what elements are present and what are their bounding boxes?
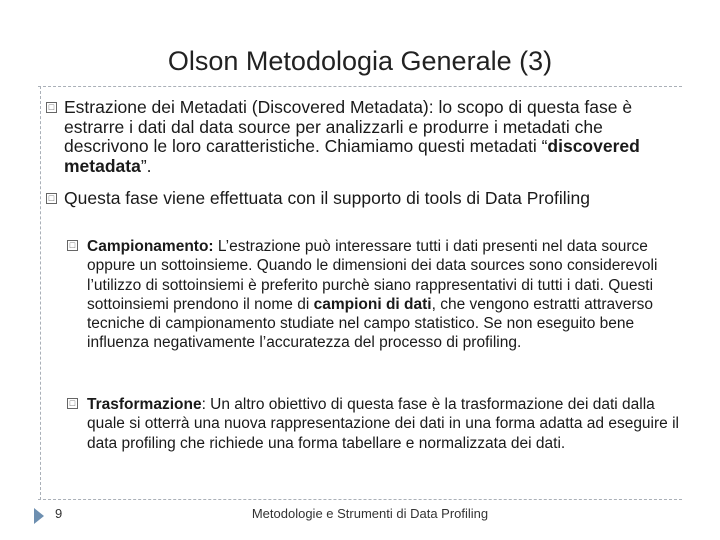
- bullet-text: Questa fase viene effettuata con il supporto di tools di Data Profiling: [64, 188, 590, 208]
- slide-title: Olson Metodologia Generale (3): [167, 46, 553, 76]
- checkbox-bullet-icon: □: [67, 240, 78, 251]
- sub-bullet-heading: Campionamento:: [87, 238, 214, 255]
- bullet-metadata-extraction: [46, 98, 656, 176]
- header-divider: [38, 86, 682, 87]
- footer-divider: [38, 499, 682, 500]
- emphasis-text: discovered metadata: [64, 136, 640, 176]
- left-border-line: [40, 86, 41, 500]
- sub-bullet-transformation: [67, 395, 687, 453]
- emphasis-text: campioni di dati: [313, 295, 432, 313]
- footer-text: Metodologie e Strumenti di Data Profiling: [251, 506, 489, 521]
- page-number: 9: [55, 506, 63, 521]
- checkbox-bullet-icon: □: [67, 398, 78, 409]
- sub-bullet-text: Campionamento: L’estrazione può interessare tutti i dati presenti nel data source oppure un sottoinsieme. Quando le dimensioni dei data sources sono considerevoli l’utilizzo di sottoinsiemi è preferito purchè siano rappresentativi di tutti i dati. Questi sottoinsiemi prendono il nome di campioni di dati, che vengono estratti attraverso tecniche di campionamento studiate nel campo statistico. Se non eseguito bene influenza negativamente l’accuratezza del processo di profiling.: [87, 238, 658, 352]
- checkbox-bullet-icon: □: [46, 102, 57, 113]
- sub-bullet-heading: Trasformazione: [87, 396, 202, 413]
- checkbox-bullet-icon: □: [46, 193, 57, 204]
- sub-bullet-text: Trasformazione: Un altro obiettivo di questa fase è la trasformazione dei dati dalla quale si otterrà una nuova rappresentazione dei dati in una forma adatta ad eseguire il data profiling che richiede una forma tabellare e normalizzata dei dati.: [87, 396, 679, 452]
- bullet-tools-support: [46, 189, 656, 209]
- bullet-text: Estrazione dei Metadati (Discovered Metadata): lo scopo di questa fase è estrarre i dati dal data source per analizzarli e produrre i metadati che descrivono le loro caratteristiche. Chiamiamo questi metadati “discovered metadata”.: [64, 97, 640, 176]
- sub-bullet-sampling: [67, 237, 687, 353]
